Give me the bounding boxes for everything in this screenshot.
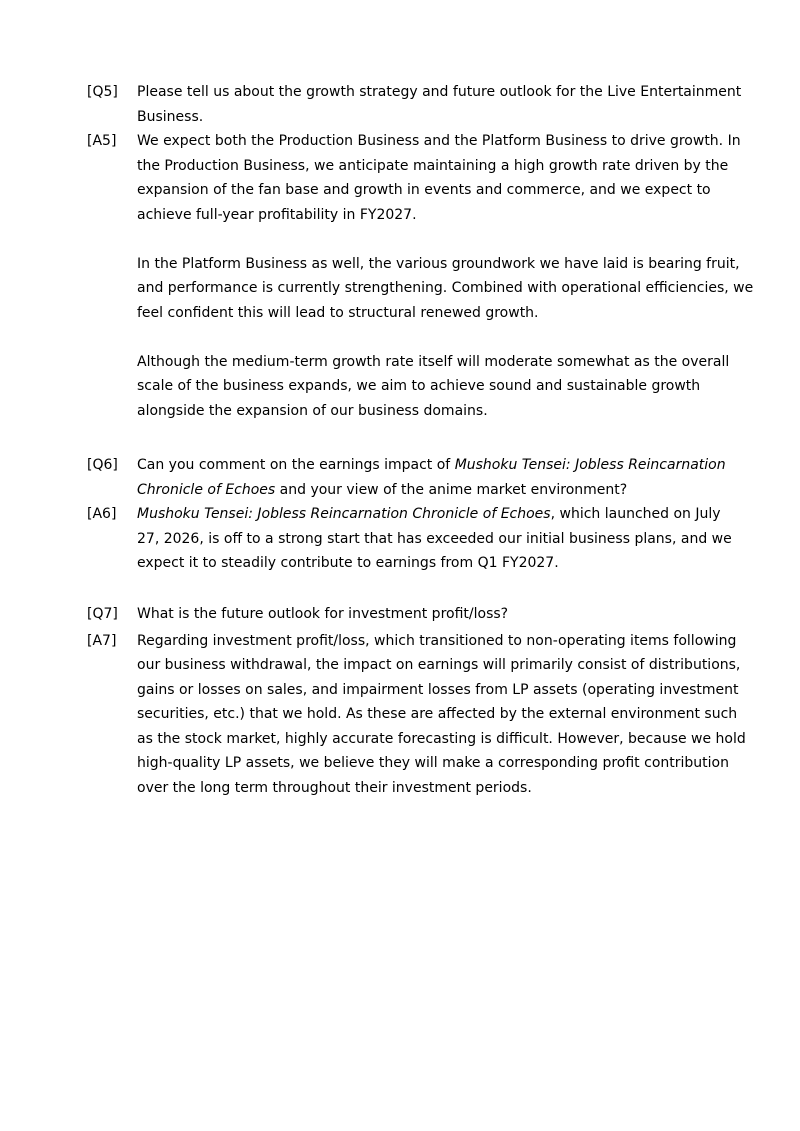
answer-line: securities, etc.) that we hold. As these are affected by the external environment such — [137, 706, 738, 722]
title-italic: Mushoku Tensei: Jobless Reincarnation Chronicle of Echoes — [137, 506, 551, 522]
answer-line — [137, 502, 737, 527]
answer-row — [87, 629, 746, 801]
title-italic: Mushoku Tensei: Jobless Reincarnation — [454, 457, 726, 473]
answer-line: high-quality LP assets, we believe they will make a corresponding profit contribution — [137, 755, 729, 771]
question-line: Please tell us about the growth strategy and future outlook for the Live Entertainment — [137, 84, 742, 100]
question-line — [137, 453, 737, 478]
answer-line: as the stock market, highly accurate forecasting is difficult. However, because we hold — [137, 730, 746, 747]
answer-tag: [A5] — [87, 133, 117, 149]
answer-paragraph — [137, 129, 753, 227]
question-tag: [Q6] — [87, 457, 118, 473]
answer-text-segment: , which launched on July — [550, 506, 721, 522]
answer-line: Although the medium-term growth rate itself will moderate somewhat as the overall — [137, 353, 730, 370]
question-tag: [Q7] — [87, 606, 118, 622]
title-italic: Chronicle of Echoes — [137, 481, 276, 498]
answer-row — [87, 129, 754, 423]
question-text — [137, 453, 737, 502]
answer-line: We expect both the Production Business and the Platform Business to drive growth. In — [137, 133, 741, 149]
paragraph-gap — [137, 325, 753, 350]
answer-paragraph — [137, 252, 753, 326]
question-line: What is the future outlook for investment profit/loss? — [137, 606, 509, 622]
question-row — [87, 80, 742, 129]
question-line: Business. — [137, 108, 204, 125]
paragraph-gap — [137, 227, 753, 252]
answer-line: achieve full-year profitability in FY2027. — [137, 206, 417, 223]
answer-tag: [A7] — [87, 632, 117, 649]
question-row — [87, 453, 737, 502]
question-text-segment: Can you comment on the earnings impact of — [137, 457, 455, 473]
answer-line: gains or losses on sales, and impairment losses from LP assets (operating investment — [137, 681, 739, 698]
answer-tag: [A6] — [87, 506, 117, 522]
question-text-segment: and your view of the anime market environment? — [275, 481, 628, 498]
answer-line: 27, 2026, is off to a strong start that has exceeded our initial business plans, and we — [137, 530, 732, 547]
question-row — [87, 602, 737, 627]
answer-line: Regarding investment profit/loss, which transitioned to non-operating items following — [137, 632, 737, 649]
answer-line: scale of the business expands, we aim to achieve sound and sustainable growth — [137, 378, 701, 394]
answer-line: alongside the expansion of our business domains. — [137, 402, 488, 419]
answer-line: over the long term throughout their investment periods. — [137, 779, 532, 796]
answer-line: and performance is currently strengthening. Combined with operational efficiencies, we — [137, 280, 754, 296]
answer-paragraph — [137, 350, 753, 424]
answer-line: expect it to steadily contribute to earnings from Q1 FY2027. — [137, 555, 559, 571]
answer-text — [137, 502, 737, 576]
question-text — [137, 80, 741, 129]
answer-line: expansion of the fan base and growth in events and commerce, and we expect to — [137, 182, 711, 198]
qa-block-q6 — [87, 453, 737, 576]
question-text — [137, 602, 737, 627]
answer-line: In the Platform Business as well, the various groundwork we have laid is bearing fruit, — [137, 255, 740, 272]
answer-row — [87, 502, 737, 576]
answer-line: our business withdrawal, the impact on earnings will primarily consist of distributions, — [137, 657, 741, 673]
question-line — [137, 478, 737, 503]
qa-block-q5 — [87, 80, 754, 423]
answer-line: the Production Business, we anticipate maintaining a high growth rate driven by the — [137, 157, 729, 174]
qa-block-q7 — [87, 602, 746, 800]
answer-line: feel confident this will lead to structural renewed growth. — [137, 304, 539, 321]
question-tag: [Q5] — [87, 84, 118, 100]
answer-text — [137, 629, 746, 801]
answer-text — [137, 129, 753, 423]
